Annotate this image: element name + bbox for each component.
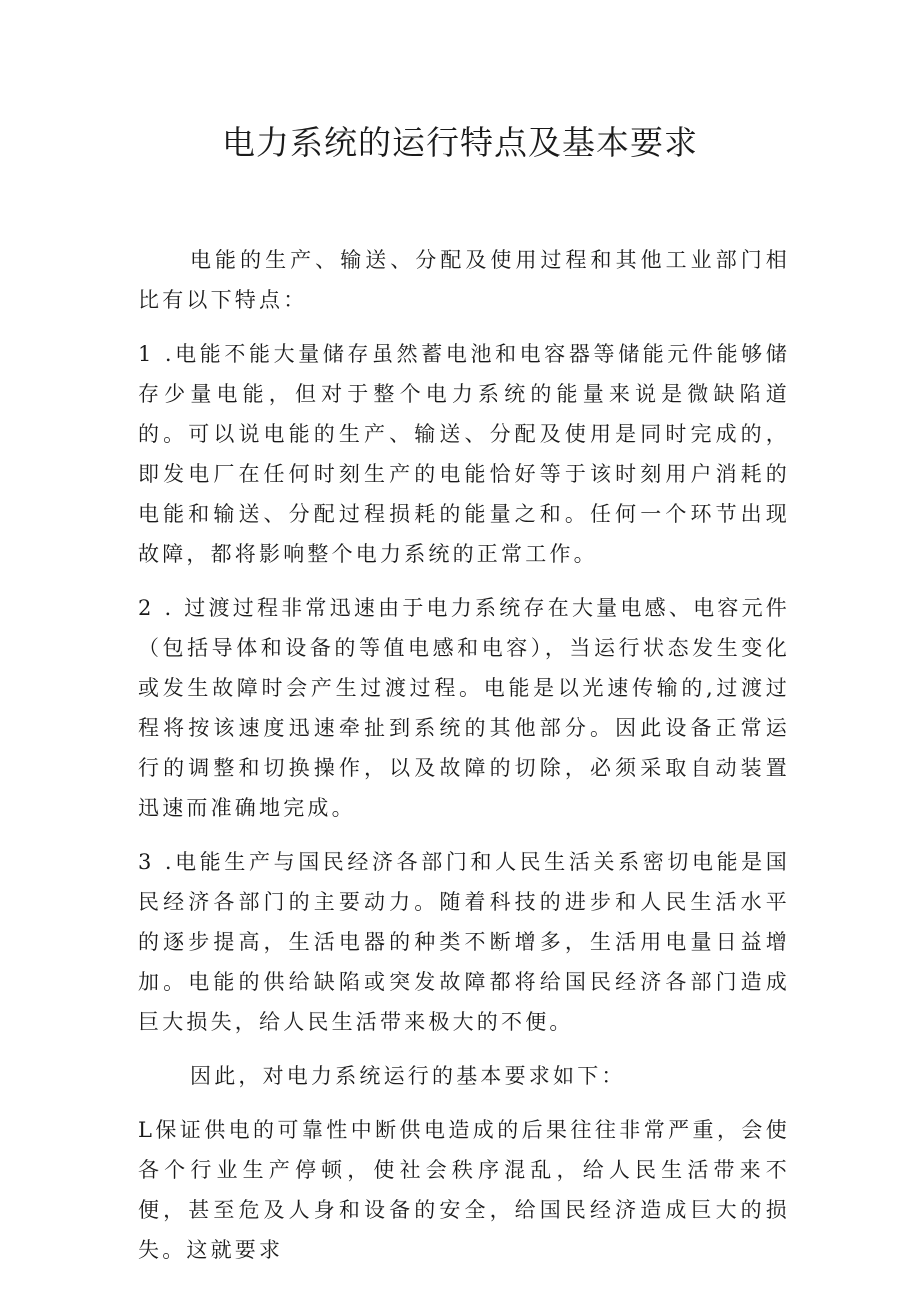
feature-3-paragraph: 3 .电能生产与国民经济各部门和人民生活关系密切电能是国民经济各部门的主要动力。随着科技的进步和人民生活水平的逐步提高，生活电器的种类不断增多，生活用电量日益增加。电能的供给缺陷或突发故障都将给国民经济各部门造成巨大损失，给人民生活带来极大的不便。 [138, 850, 790, 1034]
feature-2-paragraph: 2 . 过渡过程非常迅速由于电力系统存在大量电感、电容元件（包括导体和设备的等值电感和电容），当运行状态发生变化或发生故障时会产生过渡过程。电能是以光速传输的,过渡过程将按该速度迅速牵扯到系统的其他部分。因此设备正常运行的调整和切换操作，以及故障的切除，必须采取自动装置迅速而准确地完成。 [138, 596, 790, 820]
document-body [138, 240, 790, 1284]
requirement-1-paragraph: L保证供电的可靠性中断供电造成的后果往往非常严重，会使各个行业生产停顿，使社会秩序混乱，给人民生活带来不便，甚至危及人身和设备的安全，给国民经济造成巨大的损失。这就要求 [138, 1118, 790, 1262]
requirements-intro-paragraph: 因此，对电力系统运行的基本要求如下： [190, 1064, 626, 1088]
document-title: 电力系统的运行特点及基本要求 [222, 123, 698, 162]
feature-1-paragraph: 1 .电能不能大量储存虽然蓄电池和电容器等储能元件能够储存少量电能，但对于整个电力系统的能量来说是微缺陷道的。可以说电能的生产、输送、分配及使用是同时完成的，即发电厂在任何时刻生产的电能恰好等于该时刻用户消耗的电能和输送、分配过程损耗的能量之和。任何一个环节出现故障，都将影响整个电力系统的正常工作。 [138, 342, 790, 566]
intro-paragraph: 电能的生产、输送、分配及使用过程和其他工业部门相比有以下特点： [138, 248, 790, 312]
